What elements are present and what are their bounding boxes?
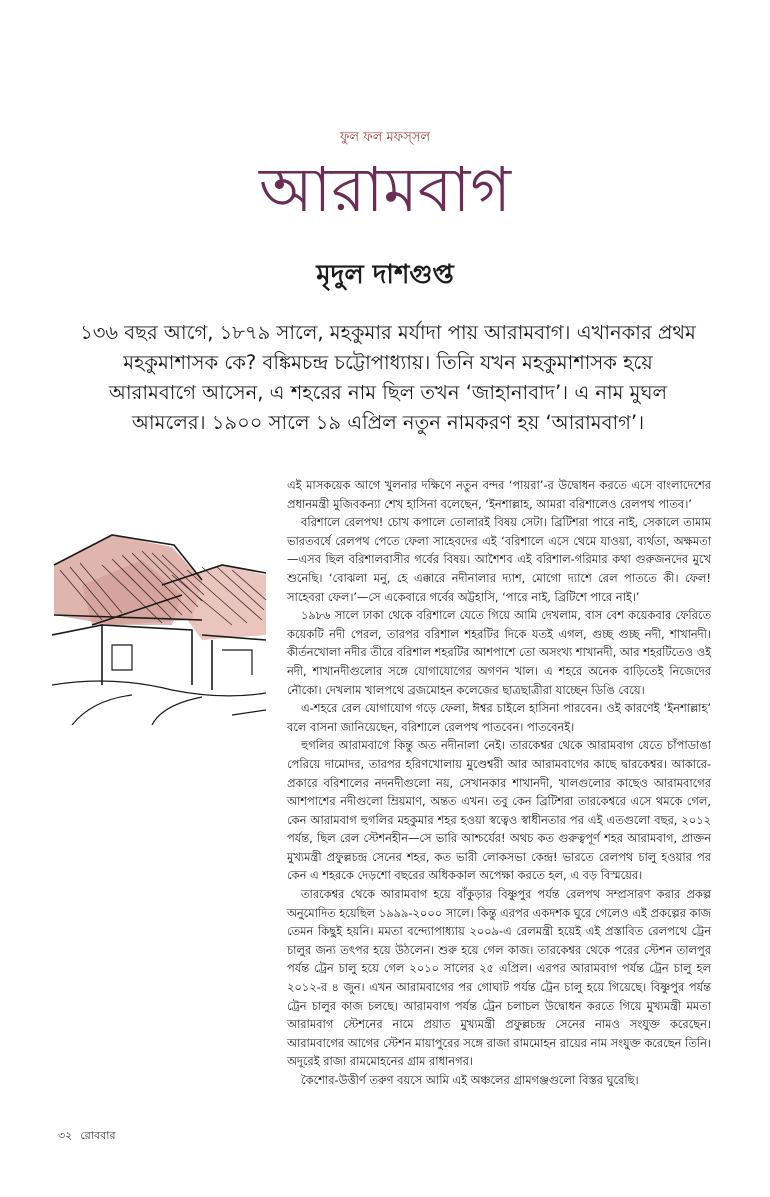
body-paragraph: হুগলির আরামবাগে কিন্তু অত নদীনালা নেই। তারকেশ্বর থেকে আরামবাগ যেতে চাঁপাডাঙা পেরিয়ে দামোদর, তারপর হরিণখোলায় মুণ্ডেশ্বরী আর আরামবাগের কাছে দ্বারকেশ্বর। আকারে-প্রকারে বরিশালের নদনদীগুলো নয়, সেখানকার শাখানদী, খালগুলোর কাছেও আরামবাগের আশপাশের নদীগুলো ম্রিয়মাণ, অন্তত এখন। তবু কেন ব্রিটিশরা তারকেশ্বরে এসে থমকে গেল, কেন আরামবাগ হুগলির মহকুমার শহর হওয়া স্বত্বেও স্বাধীনতার পর এই এতগুলো বছর, ২০১২ পর্যন্ত, ছিল রেল স্টেশনহীন—সে ভারি আশ্চর্যের! অথচ কত গুরুত্বপূর্ণ শহর আরামবাগ, প্রাক্তন মুখ্যমন্ত্রী প্রফুল্লচন্দ্র সেনের শহর, কত ভারী লোকসভা কেন্দ্র! ভারতে রেলপথ চালু হওয়ার পর কেন এ শহরকে দেড়শো বছরের অধিককাল অপেক্ষা করতে হল, এ বড় বিস্ময়ের। xyxy=(287,738,711,883)
body-paragraph: বরিশালে রেলপথ! চোখ কপালে তোলারই বিষয় সেটা। ব্রিটিশরা পারে নাই, সেকালে তামাম ভারতবর্ষে রেলপথ পেতে ফেলা সাহেবদের এই ‘বরিশালে এসে থেমে যাওয়া, ব্যর্থতা, অক্ষমতা—এসব ছিল বরিশালবাসীর গর্বের বিষয়। আশৈশব এই বরিশাল-গরিমার কথা গুরুজনদের মুখে শুনেছি। ‘বোঝলা মনু, হে এক্কারে নদীনালার দ্যাশ, মোগো দ্যাশে রেল পাততে কী। ফেল! সাহেবরা ফেল।’—সে একেবারে গর্বের অট্টহাসি, ‘পারে নাই, ব্রিটিশে পারে নাই।’ xyxy=(287,515,711,604)
body-paragraph: কৈশোর-উত্তীর্ণ তরুণ বয়সে আমি এই অঞ্চলের গ্রামগঞ্জগুলো বিস্তর ঘুরেছি। xyxy=(301,1073,639,1087)
section-kicker: ফুল ফল মফস্‌সল xyxy=(339,130,431,145)
body-paragraph: এ-শহরে রেল যোগাযোগ গড়ে ফেলা, ঈশ্বর চাইলে হাসিনা পারবেন। ওই কারণেই ‘ইনশাল্লাহ’ বলে বাসনা জানিয়েছেন, বরিশালে রেলপথ পাতবেন। পাতবেনই। xyxy=(287,701,711,734)
article-author: মৃদুল দাশগুপ্ত xyxy=(316,260,454,290)
body-paragraph: এই মাসকয়েক আগে খুলনার দক্ষিণে নতুন বন্দর ‘পায়রা’-র উদ্বোধন করতে এসে বাংলাদেশের প্রধানমন্ত্রী মুজিবকন্যা শেখ হাসিনা বলেছেন, ‘ইনশাল্লাহ, আমরা বরিশালেও রেলপথ পাতব।’ xyxy=(287,478,711,511)
magazine-name: রোববার xyxy=(80,1129,116,1142)
article-title: আরামবাগ xyxy=(259,153,511,226)
page-footer xyxy=(58,1127,124,1146)
body-paragraph: ১৯৮৬ সালে ঢাকা থেকে বরিশালে যেতে গিয়ে আমি দেখলাম, বাস বেশ কয়েকবার ফেরিতে কয়েকটি নদী পেরল, তারপর বরিশাল শহরটির দিকে যতই এগল, গুচ্ছ গুচ্ছ নদী, শাখানদী। কীর্তনখোলা নদীর তীরে বরিশাল শহরটির আশপাশে তো অসংখ্য শাখানদী, আর শহরটিতেও ওই নদী, শাখানদীগুলোর সঙ্গে যোগাযোগের অগণন খাল। এ শহরে অনেক বাড়িতেই নিজেদের নৌকো। দেখলাম খালপথে ব্রজমোহন কলেজের ছাত্রছাত্রীরা যাচ্ছেন ডিঙি বেয়ে। xyxy=(287,608,711,697)
village-sketch-illustration xyxy=(52,525,268,725)
body-paragraph: তারকেশ্বর থেকে আরামবাগ হয়ে বাঁকুড়ার বিষ্ণুপুর পর্যন্ত রেলপথ সম্প্রসারণ করার প্রকল্প অনুমোদিত হয়েছিল ১৯৯৯-২০০০ সালে। কিন্তু এরপর একদশক ঘুরে গেলেও এই প্রকল্পের কাজ তেমন কিছুই হয়নি। মমতা বন্দ্যোপাধ্যায় ২০০৯-এ রেলমন্ত্রী হয়েই এই প্রস্তাবিত রেলপথে ট্রেন চালুর জন্য তৎপর হয়ে উঠলেন। শুরু হয়ে গেল কাজ। তারকেশ্বর থেকে পরের স্টেশন তালপুর পর্যন্ত ট্রেন চালু হয়ে গেল ২০১০ সালের ২৫ এপ্রিল। এরপর আরামবাগ পর্যন্ত ট্রেন চালু হল ২০১২-র ৪ জুন। এখন আরামবাগের পর গোঘাট পর্যন্ত ট্রেন চালু হয়ে গিয়েছে। বিষ্ণুপুর পর্যন্ত ট্রেন চালুর কাজ চলছে। আরামবাগ পর্যন্ত ট্রেন চলাচল উদ্বোধন করতে গিয়ে মুখ্যমন্ত্রী মমতা আরামবাগ স্টেশনের নামে প্রয়াত মুখ্যমন্ত্রী প্রফুল্লচন্দ্র সেনের নামও সংযুক্ত করেছেন। আরামবাগের আগের স্টেশন মায়াপুরের সঙ্গে রাজা রামমোহন রায়ের নাম সংযুক্ত করেছেন তিনি। অদূরেই রাজা রামমোহনের গ্রাম রাধানগর। xyxy=(287,887,711,1069)
article-body xyxy=(287,476,711,1090)
article-intro: ১৩৬ বছর আগে, ১৮৭৯ সালে, মহকুমার মর্যাদা পায় আরামবাগ। এখানকার প্রথম মহকুমাশাসক কে? বঙ্কিমচন্দ্র চট্টোপাধ্যায়। তিনি যখন মহকুমাশাসক হয়ে আরামবাগে আসেন, এ শহরের নাম ছিল তখন ‘জাহানাবাদ’। এ নাম মুঘল আমলের। ১৯০০ সালে ১৯ এপ্রিল নতুন নামকরণ হয় ‘আরামবাগ’। xyxy=(80,321,696,434)
page-number: ৩২ xyxy=(58,1129,73,1142)
